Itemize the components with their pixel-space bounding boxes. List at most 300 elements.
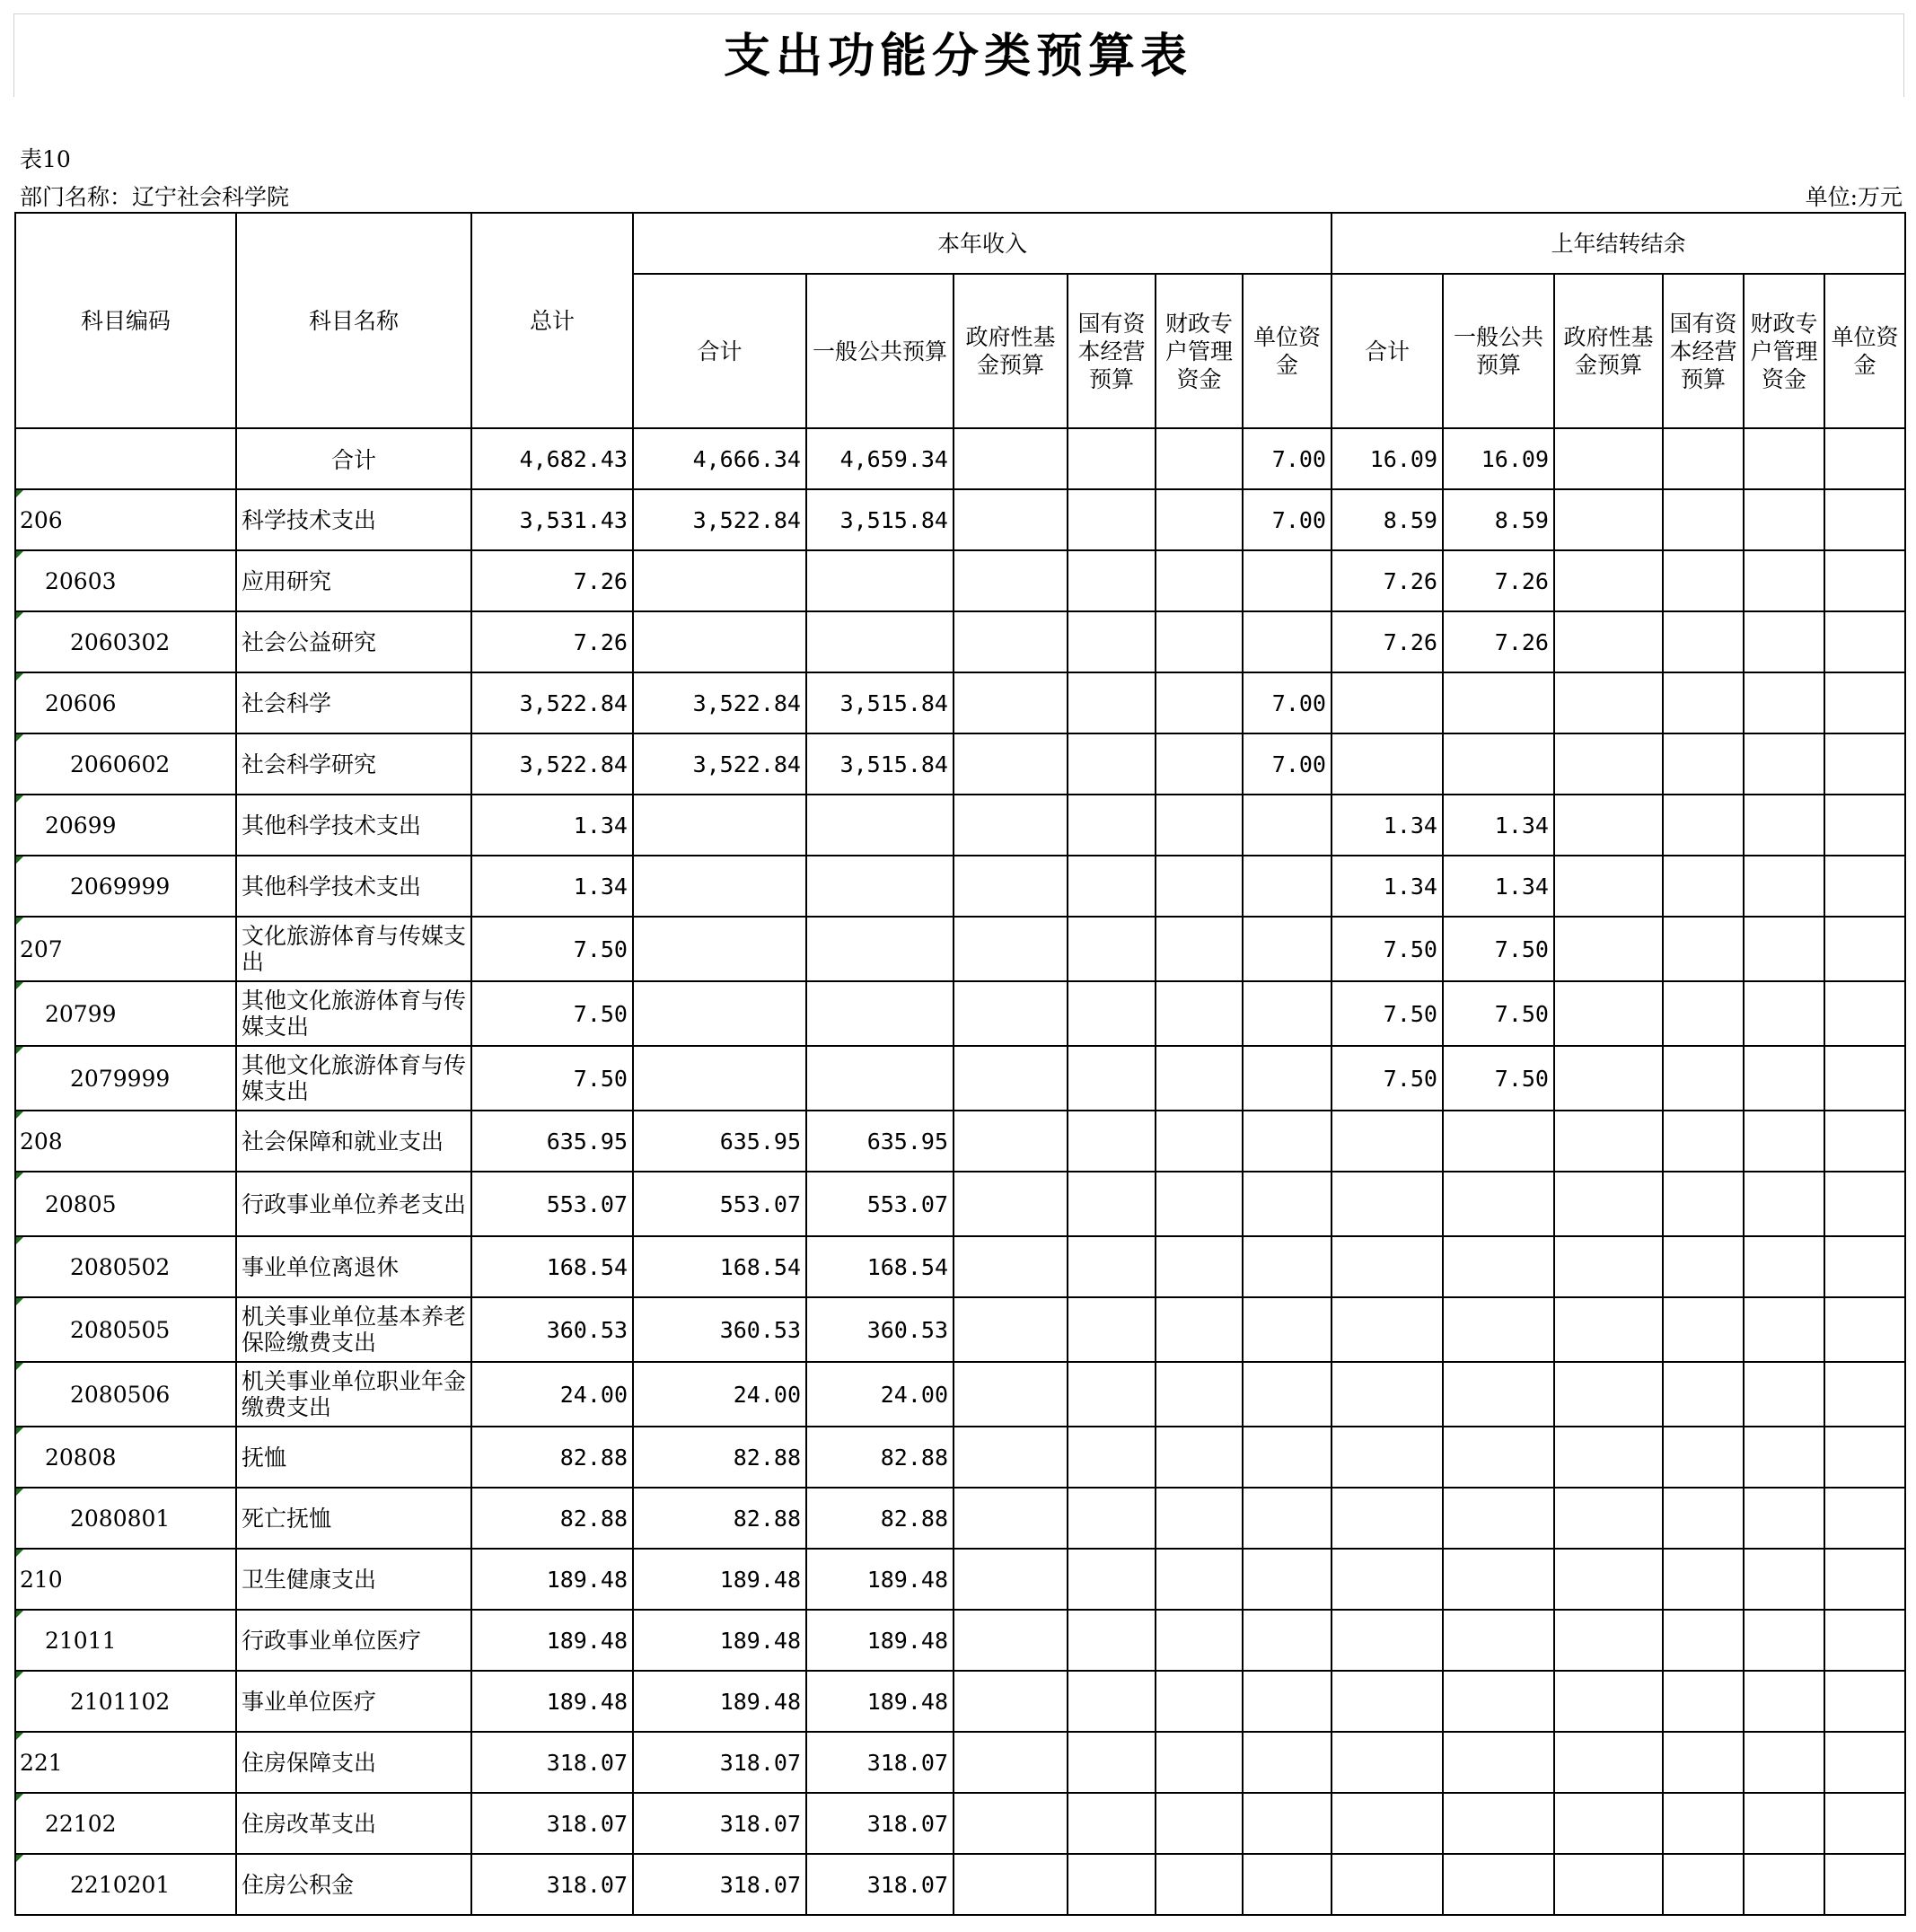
value-cell: 635.95 [471, 1111, 633, 1172]
value-cell [1243, 550, 1332, 611]
value-cell: 7.26 [471, 611, 633, 672]
value-cell [1744, 1793, 1824, 1854]
value-cell [1068, 611, 1156, 672]
value-cell [1744, 1549, 1824, 1610]
name-cell: 其他文化旅游体育与传媒支出 [236, 981, 471, 1046]
value-cell [633, 1046, 806, 1111]
value-cell [1156, 1111, 1243, 1172]
value-cell [1332, 733, 1443, 795]
value-cell: 3,515.84 [806, 733, 954, 795]
value-cell: 7.50 [1332, 981, 1443, 1046]
header-carry-unit-fund: 单位资金 [1824, 274, 1905, 428]
value-cell: 7.50 [471, 1046, 633, 1111]
code-cell [15, 1488, 236, 1549]
value-cell [1243, 1610, 1332, 1671]
budget-table [14, 212, 1906, 1916]
value-cell [1824, 1046, 1905, 1111]
value-cell: 8.59 [1332, 489, 1443, 550]
value-cell [1554, 489, 1663, 550]
value-cell: 318.07 [471, 1732, 633, 1793]
value-cell [1156, 1297, 1243, 1362]
header-carry-general: 一般公共预算 [1443, 274, 1554, 428]
value-cell [1156, 489, 1243, 550]
header-income-subtotal: 合计 [633, 274, 806, 428]
table-row [15, 1046, 1905, 1111]
value-cell [1824, 733, 1905, 795]
value-cell: 7.50 [1443, 1046, 1554, 1111]
value-cell [1243, 1362, 1332, 1427]
value-cell: 1.34 [1443, 856, 1554, 917]
value-cell [1554, 1671, 1663, 1732]
cell-marker-icon [16, 1611, 23, 1618]
table-row [15, 1297, 1905, 1362]
code-text: 2080801 [70, 1505, 171, 1532]
table-row [15, 1488, 1905, 1549]
code-text: 20603 [45, 567, 117, 594]
cell-marker-icon [16, 982, 23, 989]
value-cell [954, 1793, 1068, 1854]
value-cell [1744, 795, 1824, 856]
table-row [15, 1854, 1905, 1915]
code-text: 2079999 [70, 1065, 171, 1092]
code-cell [15, 1732, 236, 1793]
code-cell [15, 1297, 236, 1362]
value-cell: 189.48 [633, 1671, 806, 1732]
value-cell [954, 1854, 1068, 1915]
value-cell: 189.48 [806, 1671, 954, 1732]
name-cell: 其他文化旅游体育与传媒支出 [236, 1046, 471, 1111]
value-cell [1824, 489, 1905, 550]
value-cell: 3,515.84 [806, 489, 954, 550]
total-value-cell: 4,659.34 [806, 428, 954, 489]
total-value-cell: 4,682.43 [471, 428, 633, 489]
value-cell [954, 795, 1068, 856]
code-text: 20699 [45, 812, 117, 839]
table-row [15, 1362, 1905, 1427]
value-cell [1824, 1793, 1905, 1854]
value-cell [954, 1427, 1068, 1488]
value-cell: 553.07 [471, 1172, 633, 1236]
code-cell [15, 1236, 236, 1297]
value-cell: 189.48 [471, 1671, 633, 1732]
cell-marker-icon [16, 1855, 23, 1862]
cell-marker-icon [16, 1047, 23, 1054]
value-cell [954, 981, 1068, 1046]
total-label: 合计 [236, 428, 471, 489]
value-cell [1443, 1172, 1554, 1236]
header-carry-fiscal-account: 财政专户管理资金 [1744, 274, 1824, 428]
value-cell [954, 917, 1068, 981]
value-cell [1243, 1671, 1332, 1732]
value-cell [1156, 1732, 1243, 1793]
value-cell: 189.48 [471, 1549, 633, 1610]
value-cell [1443, 1236, 1554, 1297]
value-cell [1443, 733, 1554, 795]
table-row [15, 1236, 1905, 1297]
value-cell [1824, 672, 1905, 733]
code-text: 2060302 [70, 628, 171, 655]
value-cell: 318.07 [633, 1854, 806, 1915]
cell-marker-icon [16, 856, 23, 864]
value-cell: 3,522.84 [633, 489, 806, 550]
value-cell [1824, 856, 1905, 917]
value-cell [1068, 1488, 1156, 1549]
value-cell [1443, 1297, 1554, 1362]
value-cell [1332, 1427, 1443, 1488]
value-cell: 1.34 [1443, 795, 1554, 856]
code-cell [15, 1854, 236, 1915]
code-text: 2210201 [70, 1871, 171, 1898]
value-cell [806, 611, 954, 672]
value-cell [1443, 1362, 1554, 1427]
table-row [15, 1549, 1905, 1610]
value-cell [1443, 1111, 1554, 1172]
value-cell [1554, 1610, 1663, 1671]
value-cell [954, 856, 1068, 917]
value-cell: 360.53 [471, 1297, 633, 1362]
table-row [15, 1172, 1905, 1236]
value-cell: 360.53 [633, 1297, 806, 1362]
value-cell: 7.26 [1443, 550, 1554, 611]
value-cell: 7.00 [1243, 733, 1332, 795]
value-cell [1824, 611, 1905, 672]
value-cell [1663, 1732, 1744, 1793]
value-cell [1068, 981, 1156, 1046]
value-cell [954, 1488, 1068, 1549]
value-cell [1243, 1732, 1332, 1793]
value-cell: 553.07 [806, 1172, 954, 1236]
value-cell: 318.07 [806, 1732, 954, 1793]
value-cell: 8.59 [1443, 489, 1554, 550]
value-cell [1554, 1793, 1663, 1854]
value-cell [1744, 1362, 1824, 1427]
value-cell: 3,531.43 [471, 489, 633, 550]
value-cell [1243, 1427, 1332, 1488]
total-value-cell [1068, 428, 1156, 489]
value-cell [1663, 672, 1744, 733]
value-cell [1554, 1362, 1663, 1427]
value-cell [1443, 1610, 1554, 1671]
name-cell: 住房保障支出 [236, 1732, 471, 1793]
value-cell [1554, 611, 1663, 672]
value-cell [1824, 981, 1905, 1046]
value-cell [633, 856, 806, 917]
value-cell [1332, 1172, 1443, 1236]
value-cell [1243, 1549, 1332, 1610]
value-cell [1443, 672, 1554, 733]
total-value-cell: 16.09 [1332, 428, 1443, 489]
total-value-cell [1156, 428, 1243, 489]
value-cell: 635.95 [633, 1111, 806, 1172]
cell-marker-icon [16, 1550, 23, 1557]
value-cell [1156, 1610, 1243, 1671]
value-cell: 7.50 [1332, 1046, 1443, 1111]
code-cell [15, 1172, 236, 1236]
table-row [15, 1111, 1905, 1172]
value-cell [1443, 1793, 1554, 1854]
value-cell [954, 489, 1068, 550]
value-cell [1156, 1854, 1243, 1915]
value-cell: 24.00 [633, 1362, 806, 1427]
value-cell [1243, 1046, 1332, 1111]
total-value-cell [1824, 428, 1905, 489]
code-cell [15, 1671, 236, 1732]
value-cell [1554, 917, 1663, 981]
value-cell: 553.07 [633, 1172, 806, 1236]
value-cell [954, 1236, 1068, 1297]
total-row [15, 428, 1905, 489]
header-income-general: 一般公共预算 [806, 274, 954, 428]
value-cell: 3,522.84 [471, 672, 633, 733]
value-cell [1663, 1427, 1744, 1488]
code-text: 2080505 [70, 1316, 171, 1343]
value-cell [1554, 981, 1663, 1046]
value-cell [1243, 1854, 1332, 1915]
value-cell: 3,515.84 [806, 672, 954, 733]
code-text: 210 [20, 1566, 63, 1593]
name-cell: 社会科学研究 [236, 733, 471, 795]
value-cell [1156, 672, 1243, 733]
value-cell [1243, 917, 1332, 981]
value-cell [806, 550, 954, 611]
value-cell [954, 1671, 1068, 1732]
value-cell: 189.48 [633, 1610, 806, 1671]
value-cell [1068, 672, 1156, 733]
value-cell [1554, 1297, 1663, 1362]
name-cell: 文化旅游体育与传媒支出 [236, 917, 471, 981]
value-cell [1156, 1236, 1243, 1297]
value-cell [1243, 1236, 1332, 1297]
value-cell [1744, 733, 1824, 795]
value-cell [1554, 1046, 1663, 1111]
table-row [15, 1732, 1905, 1793]
code-text: 2069999 [70, 873, 171, 900]
value-cell [1068, 856, 1156, 917]
value-cell [1824, 1297, 1905, 1362]
code-cell [15, 1610, 236, 1671]
value-cell: 168.54 [633, 1236, 806, 1297]
table-row [15, 550, 1905, 611]
value-cell [1156, 1549, 1243, 1610]
value-cell [1068, 1297, 1156, 1362]
value-cell: 168.54 [471, 1236, 633, 1297]
header-income-fiscal-account: 财政专户管理资金 [1156, 274, 1243, 428]
value-cell [1243, 611, 1332, 672]
code-cell [15, 1549, 236, 1610]
cell-marker-icon [16, 795, 23, 803]
code-text: 207 [20, 935, 63, 962]
value-cell: 3,522.84 [633, 733, 806, 795]
value-cell [806, 856, 954, 917]
value-cell [806, 1046, 954, 1111]
value-cell [1156, 1671, 1243, 1732]
value-cell [1554, 795, 1663, 856]
header-income-state-capital: 国有资本经营预算 [1068, 274, 1156, 428]
value-cell [1824, 550, 1905, 611]
code-cell [15, 856, 236, 917]
name-cell: 其他科学技术支出 [236, 795, 471, 856]
value-cell: 360.53 [806, 1297, 954, 1362]
code-cell [15, 1793, 236, 1854]
value-cell: 7.26 [471, 550, 633, 611]
cell-marker-icon [16, 490, 23, 497]
value-cell [1068, 1549, 1156, 1610]
code-text: 208 [20, 1128, 63, 1155]
header-current-income: 本年收入 [633, 213, 1332, 274]
value-cell [1068, 1236, 1156, 1297]
code-text: 2060602 [70, 751, 171, 777]
code-text: 206 [20, 506, 63, 533]
value-cell [1824, 1732, 1905, 1793]
value-cell [1332, 1362, 1443, 1427]
value-cell [954, 1732, 1068, 1793]
value-cell [1663, 550, 1744, 611]
code-text: 20808 [45, 1444, 117, 1471]
table-row [15, 1610, 1905, 1671]
value-cell [1156, 550, 1243, 611]
value-cell [1443, 1671, 1554, 1732]
value-cell [1744, 1111, 1824, 1172]
value-cell: 7.26 [1443, 611, 1554, 672]
value-cell [1663, 795, 1744, 856]
header-code: 科目编码 [15, 213, 236, 428]
value-cell [1068, 1172, 1156, 1236]
total-value-cell [954, 428, 1068, 489]
value-cell [954, 1046, 1068, 1111]
name-cell: 应用研究 [236, 550, 471, 611]
value-cell: 82.88 [806, 1427, 954, 1488]
total-code-cell [15, 428, 236, 489]
value-cell [1332, 1854, 1443, 1915]
value-cell [1332, 1111, 1443, 1172]
name-cell: 行政事业单位医疗 [236, 1610, 471, 1671]
table-row [15, 672, 1905, 733]
table-row [15, 733, 1905, 795]
code-cell [15, 611, 236, 672]
value-cell [954, 611, 1068, 672]
value-cell: 318.07 [633, 1732, 806, 1793]
value-cell [1554, 733, 1663, 795]
value-cell: 7.50 [1443, 917, 1554, 981]
value-cell: 7.00 [1243, 489, 1332, 550]
value-cell [1824, 1549, 1905, 1610]
value-cell [1554, 1111, 1663, 1172]
value-cell [954, 672, 1068, 733]
name-cell: 抚恤 [236, 1427, 471, 1488]
page-title: 支出功能分类预算表 [723, 29, 1192, 83]
value-cell [1744, 856, 1824, 917]
value-cell [954, 1362, 1068, 1427]
value-cell [1156, 1046, 1243, 1111]
department-name: 部门名称：辽宁社会科学院 [20, 184, 290, 210]
value-cell: 1.34 [471, 856, 633, 917]
code-text: 20799 [45, 1000, 117, 1027]
value-cell [633, 795, 806, 856]
table-row [15, 917, 1905, 981]
table-row [15, 1793, 1905, 1854]
value-cell [633, 550, 806, 611]
value-cell: 7.50 [1443, 981, 1554, 1046]
value-cell: 82.88 [806, 1488, 954, 1549]
value-cell [1443, 1549, 1554, 1610]
value-cell [1663, 1172, 1744, 1236]
value-cell [1243, 1793, 1332, 1854]
cell-marker-icon [16, 551, 23, 558]
value-cell: 7.50 [471, 981, 633, 1046]
table-row [15, 1671, 1905, 1732]
code-cell [15, 489, 236, 550]
header-name: 科目名称 [236, 213, 471, 428]
code-text: 21011 [45, 1627, 117, 1654]
value-cell [1332, 1671, 1443, 1732]
code-text: 2101102 [70, 1688, 171, 1715]
value-cell: 635.95 [806, 1111, 954, 1172]
code-cell [15, 1111, 236, 1172]
value-cell [1554, 672, 1663, 733]
value-cell [1156, 917, 1243, 981]
value-cell [1663, 1111, 1744, 1172]
header-carry-state-capital: 国有资本经营预算 [1663, 274, 1744, 428]
value-cell [1554, 1549, 1663, 1610]
value-cell [1068, 489, 1156, 550]
value-cell [1744, 489, 1824, 550]
cell-marker-icon [16, 1489, 23, 1496]
value-cell [1443, 1488, 1554, 1549]
cell-marker-icon [16, 734, 23, 742]
code-text: 22102 [45, 1810, 117, 1837]
value-cell [1443, 1427, 1554, 1488]
value-cell [1156, 795, 1243, 856]
total-value-cell [1663, 428, 1744, 489]
table-row [15, 611, 1905, 672]
total-value-cell: 4,666.34 [633, 428, 806, 489]
value-cell [1068, 1854, 1156, 1915]
value-cell [1663, 1854, 1744, 1915]
value-cell [1663, 1549, 1744, 1610]
value-cell [1068, 917, 1156, 981]
value-cell [1068, 1427, 1156, 1488]
value-cell [1332, 672, 1443, 733]
header-income-gov-fund: 政府性基金预算 [954, 274, 1068, 428]
value-cell: 318.07 [471, 1793, 633, 1854]
cell-marker-icon [16, 1672, 23, 1679]
value-cell [806, 917, 954, 981]
value-cell [1744, 550, 1824, 611]
value-cell [1243, 1488, 1332, 1549]
value-cell [1068, 1793, 1156, 1854]
value-cell: 82.88 [633, 1488, 806, 1549]
value-cell [954, 1549, 1068, 1610]
value-cell [633, 981, 806, 1046]
code-cell [15, 672, 236, 733]
value-cell [1744, 672, 1824, 733]
value-cell [1554, 1488, 1663, 1549]
value-cell [1744, 981, 1824, 1046]
value-cell [1554, 550, 1663, 611]
value-cell [1663, 489, 1744, 550]
value-cell [1663, 1362, 1744, 1427]
value-cell [954, 1610, 1068, 1671]
code-cell [15, 1427, 236, 1488]
table-row [15, 981, 1905, 1046]
value-cell [1744, 611, 1824, 672]
value-cell [1663, 1610, 1744, 1671]
value-cell [1068, 1046, 1156, 1111]
value-cell [1243, 856, 1332, 917]
cell-marker-icon [16, 1794, 23, 1801]
cell-marker-icon [16, 1237, 23, 1244]
value-cell [1068, 550, 1156, 611]
